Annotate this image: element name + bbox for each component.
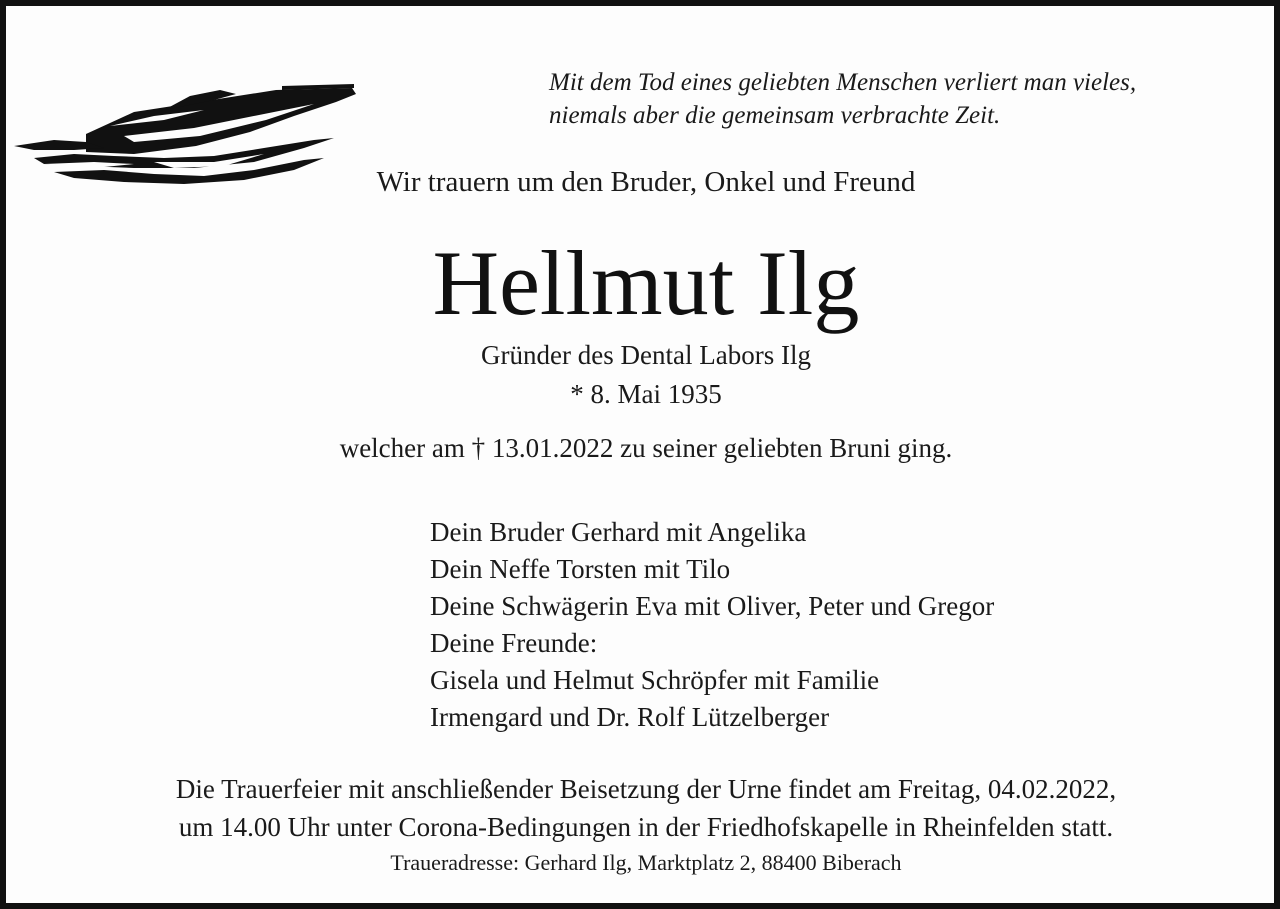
service-line: um 14.00 Uhr unter Corona-Bedingungen in der Friedhofskapelle in Rheinfelden statt.: [178, 812, 1114, 842]
mourner-line: Dein Neffe Torsten mit Tilo: [430, 554, 731, 584]
quote-line: niemals aber die gemeinsam verbrachte Zeit.: [549, 102, 1001, 129]
deceased-role: Gründer des Dental Labors Ilg: [481, 340, 811, 370]
mourner-line: Dein Bruder Gerhard mit Angelika: [430, 517, 807, 547]
mourner-line: Deine Freunde:: [430, 628, 598, 658]
mourner-line: Deine Schwägerin Eva mit Oliver, Peter und Gregor: [430, 591, 995, 621]
death-date: welcher am † 13.01.2022 zu seiner geliebten Bruni ging.: [339, 433, 953, 463]
mourning-intro: Wir trauern um den Bruder, Onkel und Freund: [376, 166, 916, 198]
service-line: Die Trauerfeier mit anschließender Beisetzung der Urne findet am Freitag, 04.02.2022,: [175, 774, 1117, 804]
mourner-line: Gisela und Helmut Schröpfer mit Familie: [430, 665, 880, 695]
birth-date: * 8. Mai 1935: [570, 379, 722, 409]
funeral-service-info: [6, 770, 1280, 846]
memorial-quote: [549, 66, 1269, 132]
quote-line: Mit dem Tod eines geliebten Menschen verliert man vieles,: [549, 69, 1137, 96]
mourners-list: [430, 514, 1190, 736]
mourning-address: Traueradresse: Gerhard Ilg, Marktplatz 2, 88400 Biberach: [390, 850, 902, 875]
deceased-name: Hellmut Ilg: [432, 232, 860, 334]
mourner-line: Irmengard und Dr. Rolf Lützelberger: [430, 702, 830, 732]
